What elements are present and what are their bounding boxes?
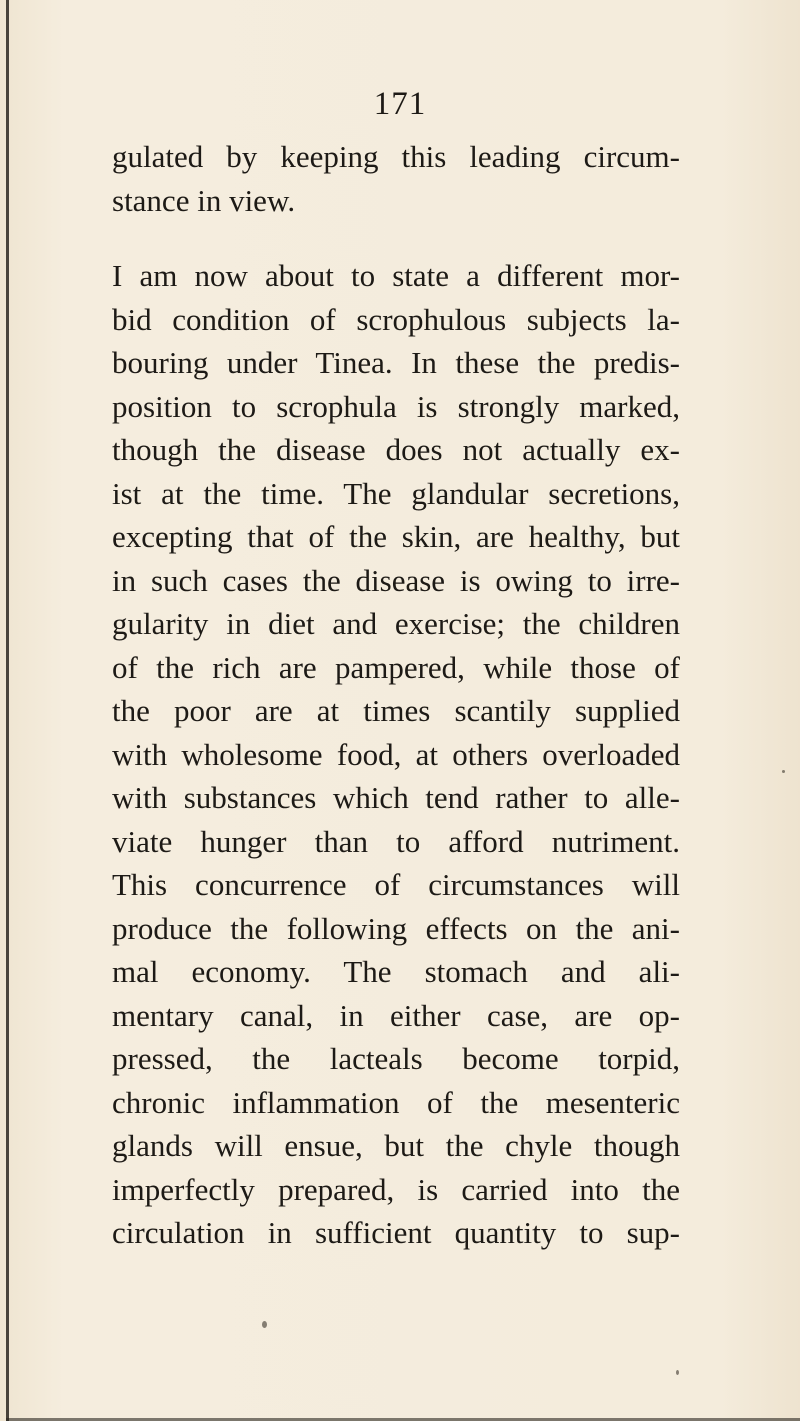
- text-line: mentary canal, in either case, are op-: [112, 997, 680, 1033]
- text-line: the poor are at times scantily supplied: [112, 693, 680, 728]
- text-line: ist at the time. The glandular secretions,: [112, 475, 680, 511]
- text-line: chronic inflammation of the mesenteric: [112, 1084, 680, 1120]
- text-line: glands will ensue, but the chyle though: [112, 1128, 680, 1163]
- text-line: imperfectly prepared, is carried into the: [112, 1171, 680, 1207]
- text-line: viate hunger than to afford nutriment.: [112, 823, 680, 859]
- text-line: excepting that of the skin, are healthy, but: [112, 519, 680, 554]
- paper-speck: [676, 1370, 679, 1375]
- paragraph-gap: [112, 222, 680, 254]
- body-text: [112, 135, 680, 1255]
- text-line: in such cases the disease is owing to irre-: [112, 562, 680, 598]
- text-line: of the rich are pampered, while those of: [112, 649, 680, 685]
- text-line: circulation in sufficient quantity to sup-: [112, 1215, 680, 1250]
- text-line: bid condition of scrophulous subjects la-: [112, 301, 680, 337]
- text-line: mal economy. The stomach and ali-: [112, 954, 680, 989]
- paper-speck: [262, 1321, 267, 1328]
- text-line: gulated by keeping this leading circum-: [112, 139, 680, 174]
- text-line: with wholesome food, at others overloaded: [112, 736, 680, 772]
- text-line: produce the following effects on the ani-: [112, 910, 680, 946]
- text-line: I am now about to state a different mor-: [112, 258, 680, 293]
- text-line: gularity in diet and exercise; the children: [112, 606, 680, 641]
- paper-speck: [782, 770, 785, 773]
- text-line: bouring under Tinea. In these the predis-: [112, 345, 680, 380]
- text-line: with substances which tend rather to alle-: [112, 780, 680, 815]
- text-line: though the disease does not actually ex-: [112, 432, 680, 467]
- text-line: stance in view.: [112, 182, 296, 218]
- text-line: position to scrophula is strongly marked,: [112, 388, 680, 424]
- page-number: 171: [373, 86, 427, 122]
- page-edge-line: [6, 0, 9, 1421]
- text-line: This concurrence of circumstances will: [112, 867, 680, 902]
- text-line: pressed, the lacteals become torpid,: [112, 1041, 680, 1076]
